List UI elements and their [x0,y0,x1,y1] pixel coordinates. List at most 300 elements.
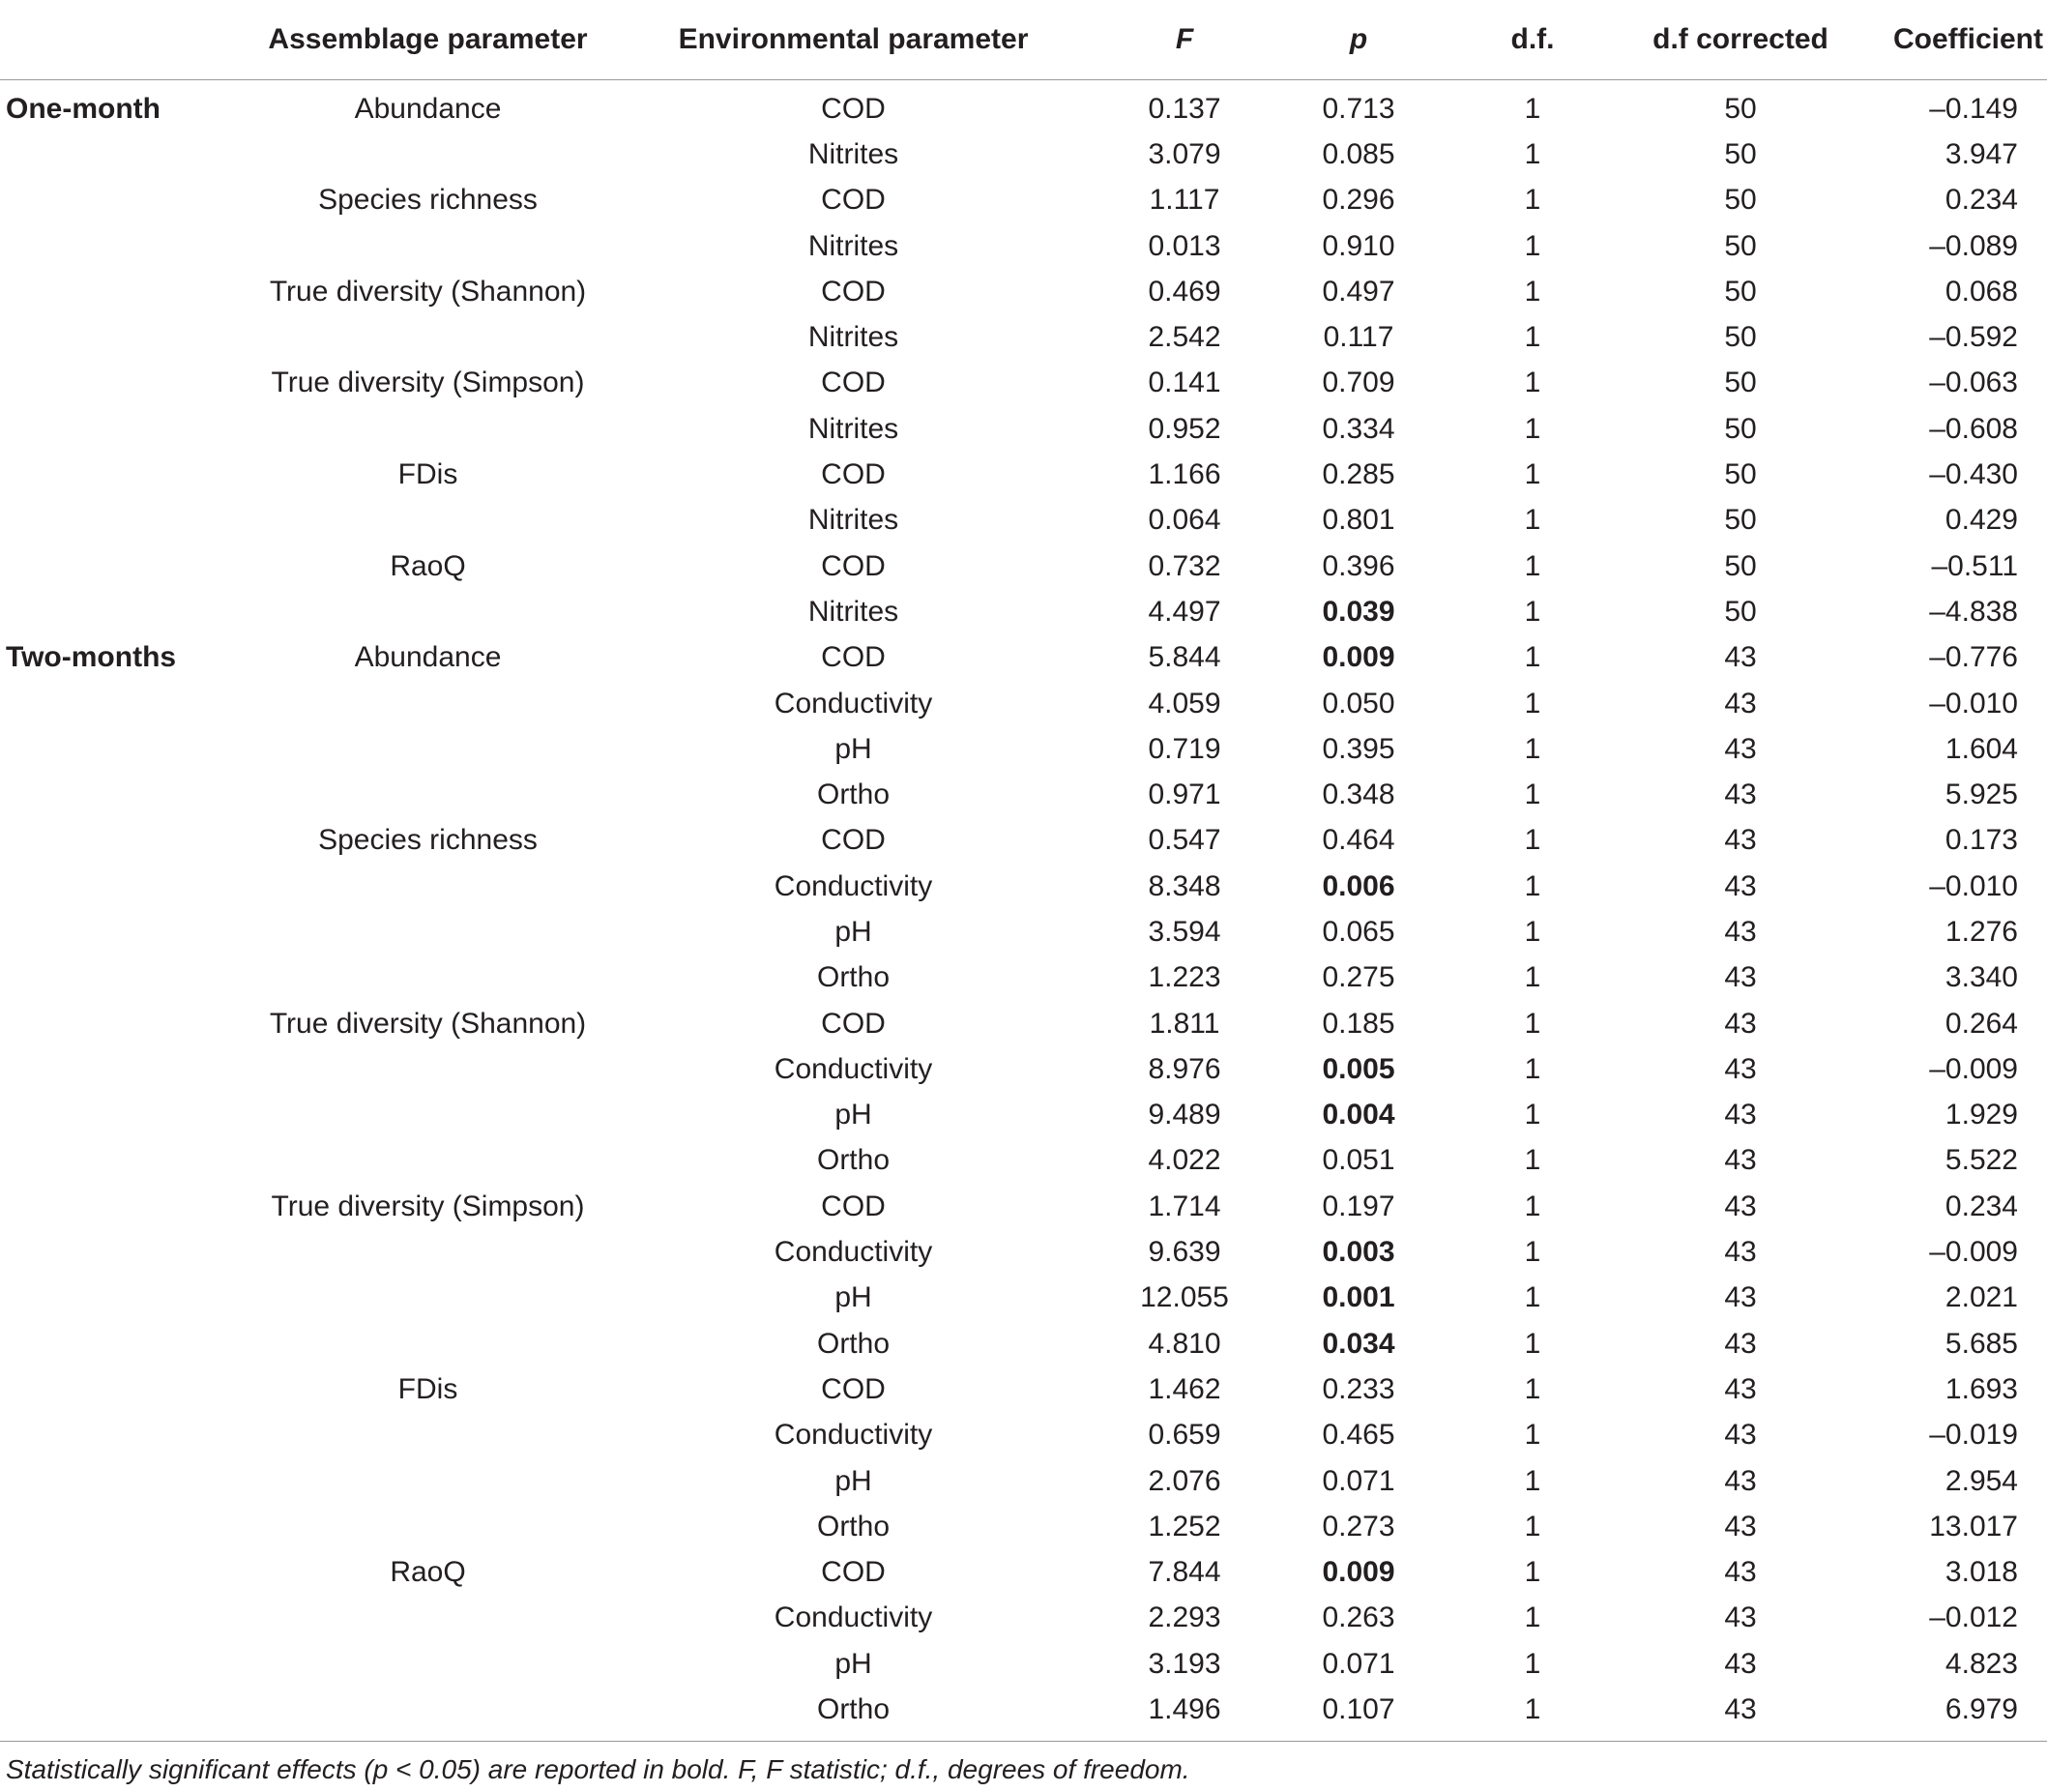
cell-assemblage-parameter: True diversity (Shannon) [269,1007,587,1040]
cell-f-statistic: 12.055 [1140,1281,1229,1314]
table-row [0,681,2047,726]
cell-degrees-of-freedom: 1 [1524,1510,1541,1542]
cell-f-statistic: 0.952 [1148,412,1221,445]
cell-degrees-of-freedom: 1 [1524,549,1541,582]
cell-p-value: 0.396 [1322,549,1395,582]
cell-coefficient: 1.276 [1945,915,2018,948]
cell-degrees-of-freedom: 1 [1524,1647,1541,1680]
cell-p-value: 0.275 [1322,961,1395,994]
cell-degrees-of-freedom: 1 [1524,687,1541,720]
cell-degrees-of-freedom: 1 [1524,732,1541,765]
cell-df-corrected: 43 [1724,778,1757,811]
cell-environmental-parameter: pH [834,915,872,948]
cell-coefficient: –0.592 [1929,321,2018,354]
cell-period [0,1504,247,1549]
cell-f-statistic: 4.810 [1148,1327,1221,1360]
cell-p-value: 0.296 [1322,184,1395,217]
cell-coefficient: 0.429 [1945,504,2018,537]
cell-degrees-of-freedom: 1 [1524,367,1541,399]
cell-assemblage-parameter [247,406,609,452]
cell-df-corrected: 50 [1724,137,1757,170]
cell-period: One-month [6,92,161,125]
cell-degrees-of-freedom: 1 [1524,184,1541,217]
cell-coefficient: –0.019 [1929,1419,2018,1452]
cell-p-value: 0.197 [1322,1190,1395,1222]
cell-assemblage-parameter [247,772,609,817]
cell-assemblage-parameter: RaoQ [390,1556,466,1589]
table-row [0,909,2047,955]
cell-degrees-of-freedom: 1 [1524,1099,1541,1131]
cell-degrees-of-freedom: 1 [1524,641,1541,674]
cell-environmental-parameter: COD [821,367,886,399]
cell-environmental-parameter: Ortho [816,961,891,994]
cell-period [0,818,247,864]
cell-df-corrected: 50 [1724,504,1757,537]
cell-p-value: 0.285 [1322,458,1395,491]
cell-environmental-parameter: COD [821,549,886,582]
cell-environmental-parameter: Nitrites [807,137,899,170]
cell-period [0,909,247,955]
cell-period [0,314,247,360]
cell-f-statistic: 3.594 [1148,915,1221,948]
cell-df-corrected: 43 [1724,1099,1757,1131]
cell-df-corrected: 43 [1724,1190,1757,1222]
table-row [0,818,2047,864]
cell-df-corrected: 43 [1724,824,1757,857]
cell-coefficient: –0.063 [1929,367,2018,399]
cell-period [0,132,247,177]
cell-df-corrected: 43 [1724,1281,1757,1314]
cell-degrees-of-freedom: 1 [1524,824,1541,857]
cell-f-statistic: 1.462 [1148,1372,1221,1405]
cell-coefficient: –0.009 [1929,1236,2018,1269]
cell-period [0,955,247,1001]
cell-environmental-parameter: Conductivity [774,1052,933,1085]
table-row [0,269,2047,314]
cell-coefficient: 4.823 [1945,1647,2018,1680]
cell-assemblage-parameter [247,589,609,634]
cell-f-statistic: 4.059 [1148,687,1221,720]
table-row [0,1596,2047,1641]
table-row [0,361,2047,406]
table-row [0,1413,2047,1458]
cell-period [0,1550,247,1596]
cell-p-value: 0.801 [1322,504,1395,537]
cell-coefficient: 5.685 [1945,1327,2018,1360]
cell-df-corrected: 50 [1724,595,1757,628]
cell-assemblage-parameter: Abundance [354,641,502,674]
cell-df-corrected: 43 [1724,1510,1757,1542]
cell-assemblage-parameter [247,726,609,772]
header-p-value: p [1272,0,1446,80]
cell-f-statistic: 4.497 [1148,595,1221,628]
cell-period [0,1458,247,1504]
cell-coefficient: 2.954 [1945,1464,2018,1497]
table-row [0,635,2047,681]
cell-environmental-parameter: COD [821,458,886,491]
table-row [0,452,2047,497]
cell-f-statistic: 1.223 [1148,961,1221,994]
cell-assemblage-parameter: Abundance [354,92,502,125]
cell-coefficient: 0.234 [1945,1190,2018,1222]
cell-assemblage-parameter: True diversity (Shannon) [269,275,587,308]
cell-p-value: 0.910 [1322,229,1395,262]
cell-period [0,1001,247,1046]
cell-f-statistic: 3.193 [1148,1647,1221,1680]
cell-f-statistic: 0.547 [1148,824,1221,857]
cell-assemblage-parameter [247,1138,609,1184]
cell-environmental-parameter: Conductivity [774,869,933,902]
cell-p-value: 0.001 [1322,1281,1395,1314]
cell-period [0,1138,247,1184]
cell-assemblage-parameter [247,1321,609,1366]
cell-p-value: 0.263 [1322,1601,1395,1634]
cell-period [0,1596,247,1641]
cell-coefficient: –0.010 [1929,687,2018,720]
cell-f-statistic: 0.469 [1148,275,1221,308]
table-row [0,1321,2047,1366]
cell-df-corrected: 50 [1724,184,1757,217]
table-row [0,772,2047,817]
cell-environmental-parameter: pH [834,732,872,765]
cell-assemblage-parameter [247,955,609,1001]
cell-coefficient: –4.838 [1929,595,2018,628]
cell-f-statistic: 0.659 [1148,1419,1221,1452]
cell-degrees-of-freedom: 1 [1524,412,1541,445]
cell-df-corrected: 43 [1724,1007,1757,1040]
cell-p-value: 0.009 [1322,1556,1395,1589]
header-row [0,0,2047,80]
cell-f-statistic: 0.137 [1148,92,1221,125]
table-row [0,1229,2047,1275]
cell-period [0,1046,247,1092]
cell-coefficient: 0.173 [1945,824,2018,857]
cell-assemblage-parameter [247,864,609,909]
cell-f-statistic: 1.496 [1097,1687,1272,1741]
cell-environmental-parameter: COD [821,1556,886,1589]
cell-environmental-parameter: Nitrites [807,504,899,537]
cell-coefficient: 6.979 [1861,1687,2047,1741]
cell-coefficient: –0.010 [1929,869,2018,902]
cell-df-corrected: 50 [1724,229,1757,262]
cell-environmental-parameter: Nitrites [807,595,899,628]
cell-degrees-of-freedom: 1 [1524,1556,1541,1589]
cell-p-value: 0.039 [1322,595,1395,628]
cell-coefficient: –0.608 [1929,412,2018,445]
cell-f-statistic: 1.117 [1149,184,1220,217]
cell-period [0,1276,247,1321]
cell-environmental-parameter: COD [821,1372,886,1405]
cell-assemblage-parameter [247,1276,609,1321]
cell-f-statistic: 7.844 [1148,1556,1221,1589]
cell-degrees-of-freedom: 1 [1524,778,1541,811]
cell-coefficient: 0.264 [1945,1007,2018,1040]
cell-environmental-parameter: Conductivity [774,1236,933,1269]
cell-period [0,178,247,223]
cell-assemblage-parameter [247,909,609,955]
cell-coefficient: 5.522 [1945,1144,2018,1177]
cell-degrees-of-freedom: 1 [1524,915,1541,948]
cell-degrees-of-freedom: 1 [1524,1052,1541,1085]
cell-assemblage-parameter [247,1413,609,1458]
cell-p-value: 0.004 [1322,1099,1395,1131]
cell-df-corrected: 43 [1724,1419,1757,1452]
cell-df-corrected: 43 [1724,1647,1757,1680]
cell-p-value: 0.107 [1272,1687,1446,1741]
cell-coefficient: 3.018 [1945,1556,2018,1589]
cell-environmental-parameter: Conductivity [774,687,933,720]
cell-degrees-of-freedom: 1 [1524,504,1541,537]
cell-coefficient: –0.430 [1929,458,2018,491]
cell-assemblage-parameter: Species richness [318,184,538,217]
table-row [0,1458,2047,1504]
cell-coefficient: –0.012 [1929,1601,2018,1634]
cell-environmental-parameter: Nitrites [807,229,899,262]
cell-degrees-of-freedom: 1 [1524,1464,1541,1497]
cell-period [0,498,247,543]
cell-df-corrected: 50 [1724,412,1757,445]
cell-period [0,269,247,314]
cell-environmental-parameter: pH [834,1099,872,1131]
cell-assemblage-parameter [247,1504,609,1549]
cell-period [0,1229,247,1275]
cell-period [0,1184,247,1229]
cell-degrees-of-freedom: 1 [1524,1372,1541,1405]
cell-p-value: 0.497 [1322,275,1395,308]
cell-df-corrected: 50 [1724,275,1757,308]
table-row [0,955,2047,1001]
cell-degrees-of-freedom: 1 [1524,961,1541,994]
cell-period [0,726,247,772]
cell-degrees-of-freedom: 1 [1524,1419,1541,1452]
cell-df-corrected: 43 [1724,641,1757,674]
cell-period [0,1687,247,1741]
cell-assemblage-parameter: True diversity (Simpson) [271,1190,585,1222]
cell-assemblage-parameter: FDis [397,1372,458,1405]
cell-p-value: 0.085 [1322,137,1395,170]
cell-f-statistic: 5.844 [1148,641,1221,674]
cell-p-value: 0.464 [1322,824,1395,857]
cell-environmental-parameter: Ortho [816,1327,891,1360]
cell-df-corrected: 50 [1724,458,1757,491]
cell-coefficient: –0.009 [1929,1052,2018,1085]
cell-assemblage-parameter [247,1687,609,1741]
cell-degrees-of-freedom: 1 [1524,869,1541,902]
table-row [0,80,2047,132]
cell-degrees-of-freedom: 1 [1446,1687,1620,1741]
cell-environmental-parameter: COD [821,641,886,674]
cell-df-corrected: 43 [1724,732,1757,765]
cell-f-statistic: 1.166 [1148,458,1221,491]
cell-f-statistic: 9.639 [1148,1236,1221,1269]
table-row [0,1184,2047,1229]
table-row [0,132,2047,177]
cell-assemblage-parameter [247,314,609,360]
cell-p-value: 0.713 [1322,92,1395,125]
cell-p-value: 0.071 [1322,1464,1395,1497]
cell-p-value: 0.003 [1322,1236,1395,1269]
cell-df-corrected: 43 [1724,1372,1757,1405]
cell-period [0,864,247,909]
cell-degrees-of-freedom: 1 [1524,137,1541,170]
cell-period [0,1366,247,1412]
cell-coefficient: 13.017 [1929,1510,2018,1542]
cell-df-corrected: 43 [1724,869,1757,902]
cell-coefficient: –0.776 [1929,641,2018,674]
cell-assemblage-parameter: True diversity (Simpson) [271,367,585,399]
cell-f-statistic: 1.811 [1149,1007,1220,1040]
cell-environmental-parameter: Ortho [816,1510,891,1542]
cell-coefficient: 2.021 [1945,1281,2018,1314]
cell-p-value: 0.334 [1322,412,1395,445]
table-row [0,1276,2047,1321]
cell-coefficient: 1.604 [1945,732,2018,765]
cell-df-corrected: 50 [1724,549,1757,582]
table-row [0,1366,2047,1412]
cell-df-corrected: 43 [1724,1556,1757,1589]
cell-period [0,589,247,634]
header-df-corrected: d.f corrected [1620,0,1861,80]
cell-p-value: 0.348 [1322,778,1395,811]
cell-p-value: 0.233 [1322,1372,1395,1405]
cell-assemblage-parameter [247,1046,609,1092]
cell-assemblage-parameter [247,1229,609,1275]
cell-period [0,223,247,269]
cell-degrees-of-freedom: 1 [1524,92,1541,125]
cell-f-statistic: 1.714 [1148,1190,1221,1222]
cell-degrees-of-freedom: 1 [1524,229,1541,262]
cell-degrees-of-freedom: 1 [1524,275,1541,308]
cell-coefficient: 1.929 [1945,1099,2018,1131]
cell-degrees-of-freedom: 1 [1524,1327,1541,1360]
cell-f-statistic: 0.064 [1148,504,1221,537]
cell-environmental-parameter: COD [821,92,886,125]
cell-environmental-parameter: COD [821,824,886,857]
cell-environmental-parameter: pH [834,1647,872,1680]
cell-assemblage-parameter: Species richness [318,824,538,857]
cell-df-corrected: 43 [1724,915,1757,948]
cell-environmental-parameter: pH [834,1281,872,1314]
header-f-statistic: F [1097,0,1272,80]
cell-environmental-parameter: COD [821,275,886,308]
cell-f-statistic: 0.732 [1148,549,1221,582]
cell-degrees-of-freedom: 1 [1524,595,1541,628]
cell-f-statistic: 2.076 [1148,1464,1221,1497]
cell-period [0,361,247,406]
cell-df-corrected: 43 [1620,1687,1861,1741]
table-row [0,1550,2047,1596]
cell-environmental-parameter: pH [834,1464,872,1497]
cell-coefficient: –0.511 [1931,549,2018,582]
cell-f-statistic: 1.252 [1148,1510,1221,1542]
header-degrees-of-freedom: d.f. [1446,0,1620,80]
table-row [0,1138,2047,1184]
cell-environmental-parameter: COD [821,1190,886,1222]
cell-coefficient: –0.149 [1929,92,2018,125]
cell-environmental-parameter: Nitrites [807,412,899,445]
table-row [0,1641,2047,1687]
cell-f-statistic: 0.013 [1148,229,1221,262]
cell-df-corrected: 43 [1724,961,1757,994]
cell-degrees-of-freedom: 1 [1524,1144,1541,1177]
cell-period [0,543,247,589]
cell-f-statistic: 3.079 [1148,137,1221,170]
cell-assemblage-parameter: FDis [397,458,458,491]
cell-environmental-parameter: Ortho [816,778,891,811]
cell-degrees-of-freedom: 1 [1524,1007,1541,1040]
table-row [0,1093,2047,1138]
cell-environmental-parameter: COD [821,184,886,217]
cell-assemblage-parameter [247,132,609,177]
cell-degrees-of-freedom: 1 [1524,458,1541,491]
cell-period [0,406,247,452]
cell-f-statistic: 2.542 [1148,321,1221,354]
cell-environmental-parameter: Conductivity [774,1601,933,1634]
header-assemblage-parameter: Assemblage parameter [247,0,609,80]
cell-df-corrected: 43 [1724,1464,1757,1497]
cell-assemblage-parameter: RaoQ [390,549,466,582]
cell-df-corrected: 43 [1724,687,1757,720]
cell-f-statistic: 0.971 [1148,778,1221,811]
table-row [0,1001,2047,1046]
header-environmental-parameter: Environmental parameter [609,0,1097,80]
cell-f-statistic: 0.141 [1148,367,1221,399]
cell-f-statistic: 4.022 [1148,1144,1221,1177]
table-footnote: Statistically significant effects (p < 0.05) are reported in bold. F, F statistic; d.f., degrees of freedom. [6,1754,1190,1784]
cell-df-corrected: 43 [1724,1144,1757,1177]
table-row [0,498,2047,543]
cell-f-statistic: 0.719 [1148,732,1221,765]
cell-period [0,681,247,726]
table-row [0,589,2047,634]
cell-assemblage-parameter [247,681,609,726]
cell-df-corrected: 50 [1724,92,1757,125]
cell-df-corrected: 43 [1724,1601,1757,1634]
table-body [0,80,2047,1742]
table-row [0,543,2047,589]
cell-period [0,1321,247,1366]
cell-environmental-parameter: Conductivity [774,1419,933,1452]
cell-period [0,1413,247,1458]
cell-period [0,772,247,817]
table-row [0,223,2047,269]
cell-coefficient: 1.693 [1945,1372,2018,1405]
cell-p-value: 0.009 [1322,641,1395,674]
cell-p-value: 0.071 [1322,1647,1395,1680]
cell-p-value: 0.005 [1322,1052,1395,1085]
cell-assemblage-parameter [247,1641,609,1687]
cell-f-statistic: 9.489 [1148,1099,1221,1131]
cell-df-corrected: 43 [1724,1236,1757,1269]
table-row [0,314,2047,360]
cell-degrees-of-freedom: 1 [1524,1190,1541,1222]
cell-assemblage-parameter [247,498,609,543]
cell-p-value: 0.050 [1322,687,1395,720]
header-period [0,0,247,80]
cell-p-value: 0.395 [1322,732,1395,765]
cell-df-corrected: 50 [1724,321,1757,354]
cell-period: Two-months [6,641,177,674]
cell-p-value: 0.065 [1322,915,1395,948]
cell-p-value: 0.273 [1322,1510,1395,1542]
cell-degrees-of-freedom: 1 [1524,1281,1541,1314]
table-row [0,178,2047,223]
cell-p-value: 0.117 [1323,321,1394,354]
cell-p-value: 0.006 [1322,869,1395,902]
table-row [0,1687,2047,1741]
cell-assemblage-parameter [247,223,609,269]
cell-df-corrected: 43 [1724,1052,1757,1085]
